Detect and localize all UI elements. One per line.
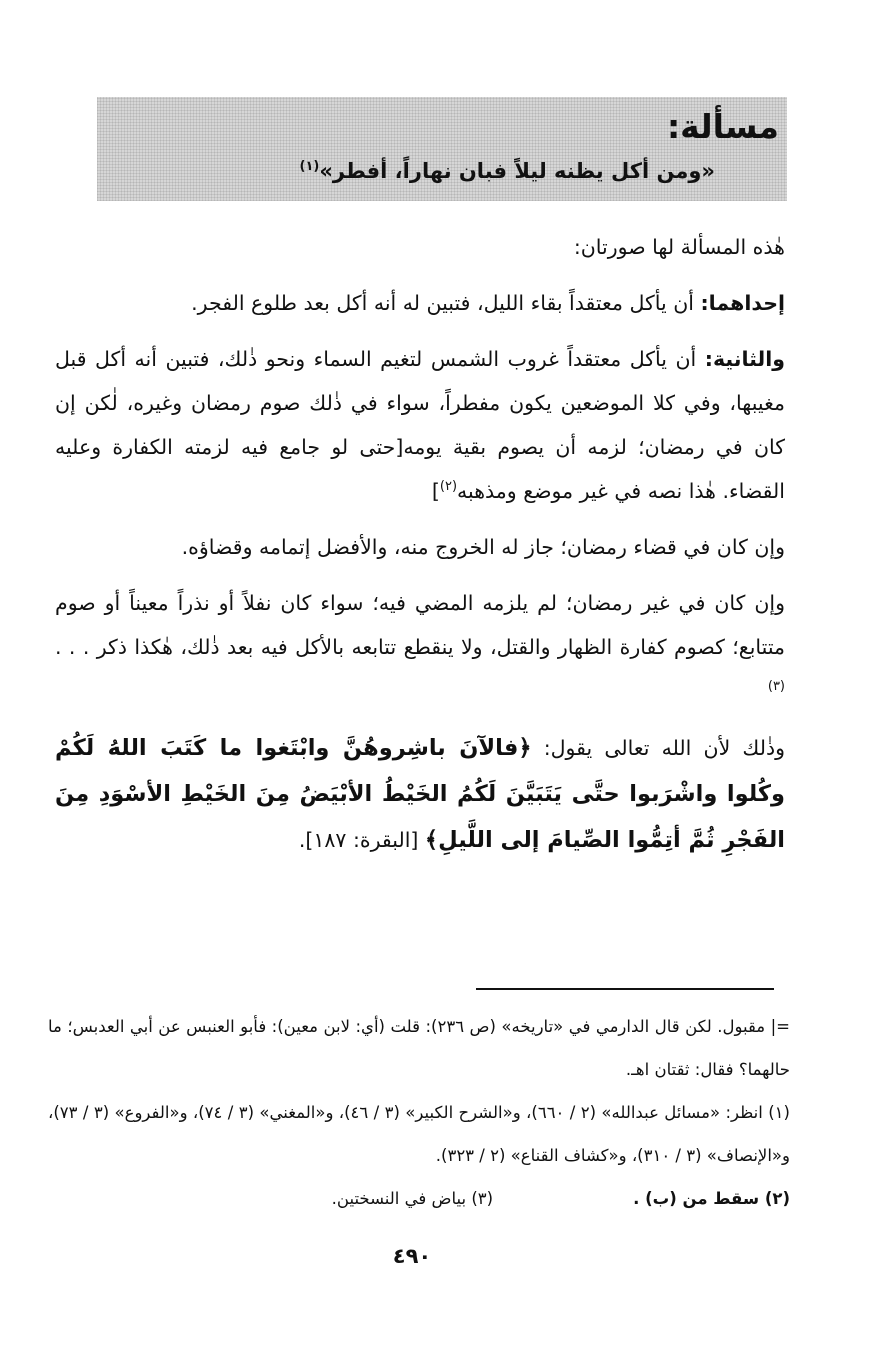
footnote-ref-2: (٢): [439, 479, 458, 495]
other-fast-text: وإن كان في غير رمضان؛ لم يلزمه المضي فيه؛ سواء كان نفلاً أو نذراً معيناً أو صوم متتابع؛ كصوم كفارة الظهار والقتل، ولا ينقطع تتابعه بالأكل فيه بعد ذٰلك، هٰكذا ذكر . . .: [55, 591, 785, 659]
issue-header-box: [97, 97, 787, 201]
quran-verse: ﴿فالآنَ باشِروهُنَّ وابْتَغوا ما كَتَبَ اللهُ لَكُمْ وكُلوا واشْرَبوا حتَّى يَتَبَيَّنَ لَكُمُ الخَيْطُ الأبْيَضُ مِنَ الخَيْطِ الأسْوَدِ مِنَ الفَجْرِ ثُمَّ أتِمُّوا الصِّيامَ إلى اللَّيلِ﴾: [55, 735, 785, 853]
first-case-label: إحداهما:: [700, 291, 785, 315]
paragraph-second-case: [55, 337, 785, 513]
footnote-row: [48, 1177, 790, 1220]
second-case-text: أن يأكل معتقداً غروب الشمس لتغيم السماء ونحو ذٰلك، فتبين أنه أكل قبل مغيبها، وفي كلا الموضعين يكون مفطراً، سواء في ذٰلك صوم رمضان وغيره، لٰكن إن كان في رمضان؛ لزمه أن يصوم بقية يومه[حتى لو جامع فيه لزمته الكفارة وعليه القضاء. هٰذا نصه في غير موضع ومذهبه: [55, 347, 785, 503]
footnotes: [48, 1005, 790, 1220]
masala-heading: مسألة:: [666, 107, 779, 146]
verse-reference: [البقرة: ١٨٧].: [298, 828, 425, 852]
paragraph-intro: هٰذه المسألة لها صورتان:: [573, 235, 785, 259]
page-number: ٤٩٠: [392, 1244, 432, 1268]
paragraph-evidence: [55, 725, 785, 863]
footnote-2: (٢) سقط من (ب) .: [633, 1189, 790, 1208]
evidence-intro: وذٰلك لأن الله تعالى يقول:: [531, 736, 785, 760]
footnote-divider: [476, 988, 774, 990]
bracket-close: ]: [431, 479, 440, 503]
footnote-ref-1: (١): [299, 159, 320, 174]
paragraph-qada: وإن كان في قضاء رمضان؛ جاز له الخروج منه، والأفضل إتمامه وقضاؤه.: [181, 535, 785, 559]
footnote-continuation: =| مقبول. لكن قال الدارمي في «تاريخه» (ص ٢٣٦): قلت (أي: لابن معين): فأبو العنبس عن أبي العدبس؛ ما حالهما؟ فقال: ثقتان اهـ.: [48, 1017, 790, 1079]
footnote-1: (١) انظر: «مسائل عبدالله» (٢ / ٦٦٠)، و«الشرح الكبير» (٣ / ٤٦)، و«المغني» (٣ / ٧٤)، و«الفروع» (٣ / ٧٣)، و«الإنصاف» (٣ / ٣١٠)، و«كشاف القناع» (٢ / ٣٢٣).: [48, 1103, 790, 1165]
footnote-3: (٣) بياض في النسختين.: [331, 1189, 494, 1208]
issue-statement: [299, 153, 715, 189]
second-case-label: والثانية:: [704, 347, 785, 371]
issue-text: «ومن أكل يظنه ليلاً فبان نهاراً، أفطر»: [319, 159, 715, 183]
main-text: [55, 225, 785, 875]
paragraph-other-fast: [55, 581, 785, 713]
paragraph-first-case: [55, 281, 785, 325]
footnote-ref-3: (٣): [767, 679, 785, 695]
first-case-text: أن يأكل معتقداً بقاء الليل، فتبين له أنه أكل بعد طلوع الفجر.: [191, 291, 701, 315]
